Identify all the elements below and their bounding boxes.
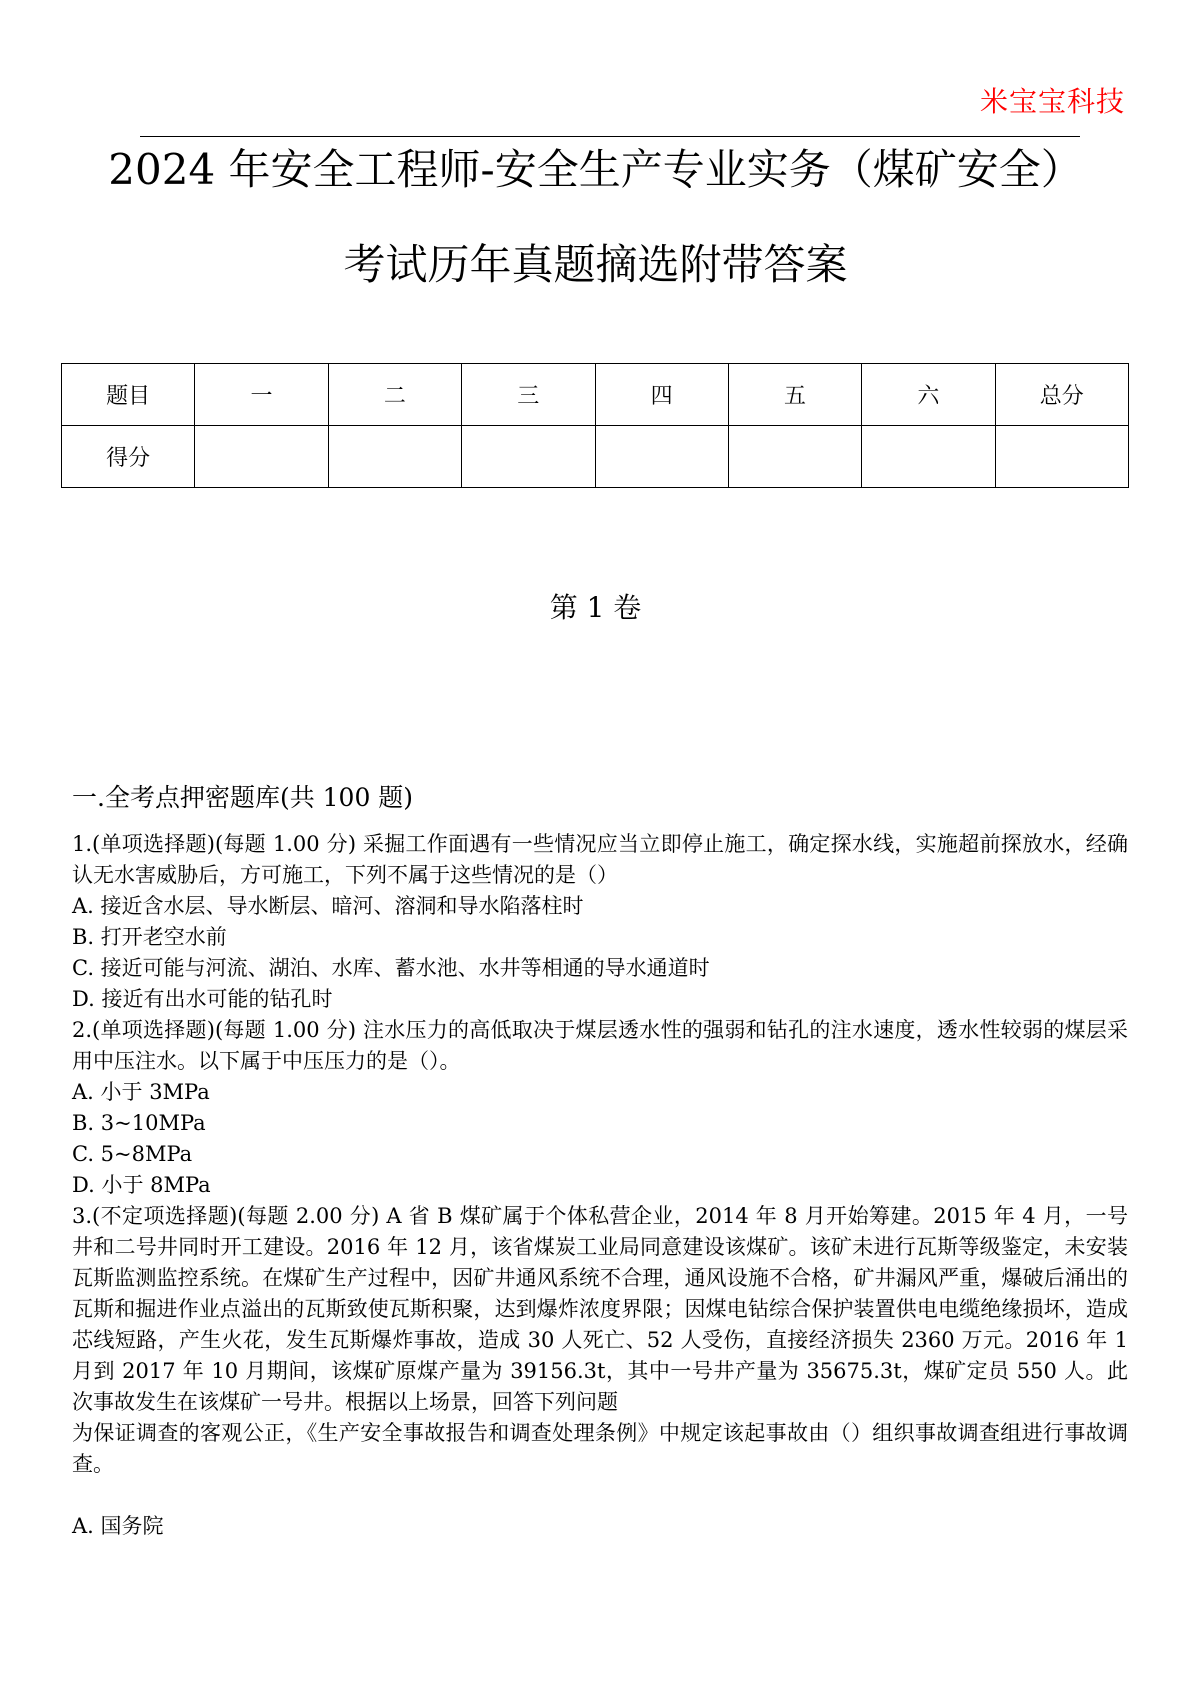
question-option: C. 5~8MPa: [72, 1142, 193, 1166]
score-header-cell: 五: [728, 364, 861, 426]
question-stem: 2.(单项选择题)(每题 1.00 分) 注水压力的高低取决于煤层透水性的强弱和钻孔的注水速度，透水性较弱的煤层采用中压注水。以下属于中压压力的是（）。: [72, 1018, 1128, 1073]
score-cell: [462, 426, 595, 488]
question-option: A. 国务院: [72, 1514, 164, 1538]
score-header-cell: 六: [862, 364, 995, 426]
score-cell: [195, 426, 328, 488]
section-heading: 一.全考点押密题库(共 100 题): [72, 783, 414, 812]
score-table-header-row: [62, 364, 1129, 426]
question-option: B. 3~10MPa: [72, 1111, 206, 1135]
volume-heading: 第 1 卷: [549, 591, 642, 624]
question-option: D. 小于 8MPa: [72, 1173, 211, 1197]
brand-label: 米宝宝科技: [979, 85, 1125, 118]
score-cell: [328, 426, 461, 488]
score-header-cell: 三: [462, 364, 595, 426]
score-row-label: 得分: [62, 426, 195, 488]
score-cell: [728, 426, 861, 488]
score-header-cell: 二: [328, 364, 461, 426]
spacer: [72, 1480, 1128, 1511]
score-cell: [862, 426, 995, 488]
header-rule: [140, 136, 1080, 137]
score-header-cell: 题目: [62, 364, 195, 426]
question-option: C. 接近可能与河流、湖泊、水库、蓄水池、水井等相通的导水通道时: [72, 956, 710, 980]
question-option: D. 接近有出水可能的钻孔时: [72, 987, 333, 1011]
score-cell: [595, 426, 728, 488]
question-option: B. 打开老空水前: [72, 925, 227, 949]
score-header-cell: 一: [195, 364, 328, 426]
score-table-score-row: [62, 426, 1129, 488]
score-header-cell: 总分: [995, 364, 1128, 426]
question-stem: 1.(单项选择题)(每题 1.00 分) 采掘工作面遇有一些情况应当立即停止施工，确定探水线，实施超前探放水，经确认无水害威胁后，方可施工，下列不属于这些情况的是（）: [72, 832, 1128, 887]
question-stem: 3.(不定项选择题)(每题 2.00 分) A 省 B 煤矿属于个体私营企业，2014 年 8 月开始筹建。2015 年 4 月，一号井和二号井同时开工建设。2016 年 12 月，该省煤炭工业局同意建设该煤矿。该矿未进行瓦斯等级鉴定，未安装瓦斯监测监控系统。在煤矿生产过程中，因矿井通风系统不合理，通风设施不合格，矿井漏风严重，爆破后涌出的瓦斯和掘进作业点溢出的瓦斯致使瓦斯积聚，达到爆炸浓度界限；因煤电钻综合保护装置供电电缆绝缘损坏，造成芯线短路，产生火花，发生瓦斯爆炸事故，造成 30 人死亡、52 人受伤，直接经济损失 2360 万元。2016 年 1 月到 2017 年 10 月期间，该煤矿原煤产量为 39156.3t，其中一号井产量为 35675.3t，煤矿定员 550 人。此次事故发生在该煤矿一号井。根据以上场景，回答下列问题: [72, 1204, 1128, 1414]
question-option: A. 接近含水层、导水断层、暗河、溶洞和导水陷落柱时: [72, 894, 584, 918]
page-subtitle: 考试历年真题摘选附带答案: [343, 240, 848, 289]
question-option: A. 小于 3MPa: [72, 1080, 210, 1104]
score-cell: [995, 426, 1128, 488]
question-list: [72, 829, 1128, 1542]
question-sub-stem: 为保证调查的客观公正，《生产安全事故报告和调查处理条例》中规定该起事故由（）组织事故调查组进行事故调查。: [72, 1421, 1128, 1476]
page-title: 2024 年安全工程师-安全生产专业实务（煤矿安全）: [108, 145, 1083, 194]
score-table: [61, 363, 1129, 488]
score-header-cell: 四: [595, 364, 728, 426]
